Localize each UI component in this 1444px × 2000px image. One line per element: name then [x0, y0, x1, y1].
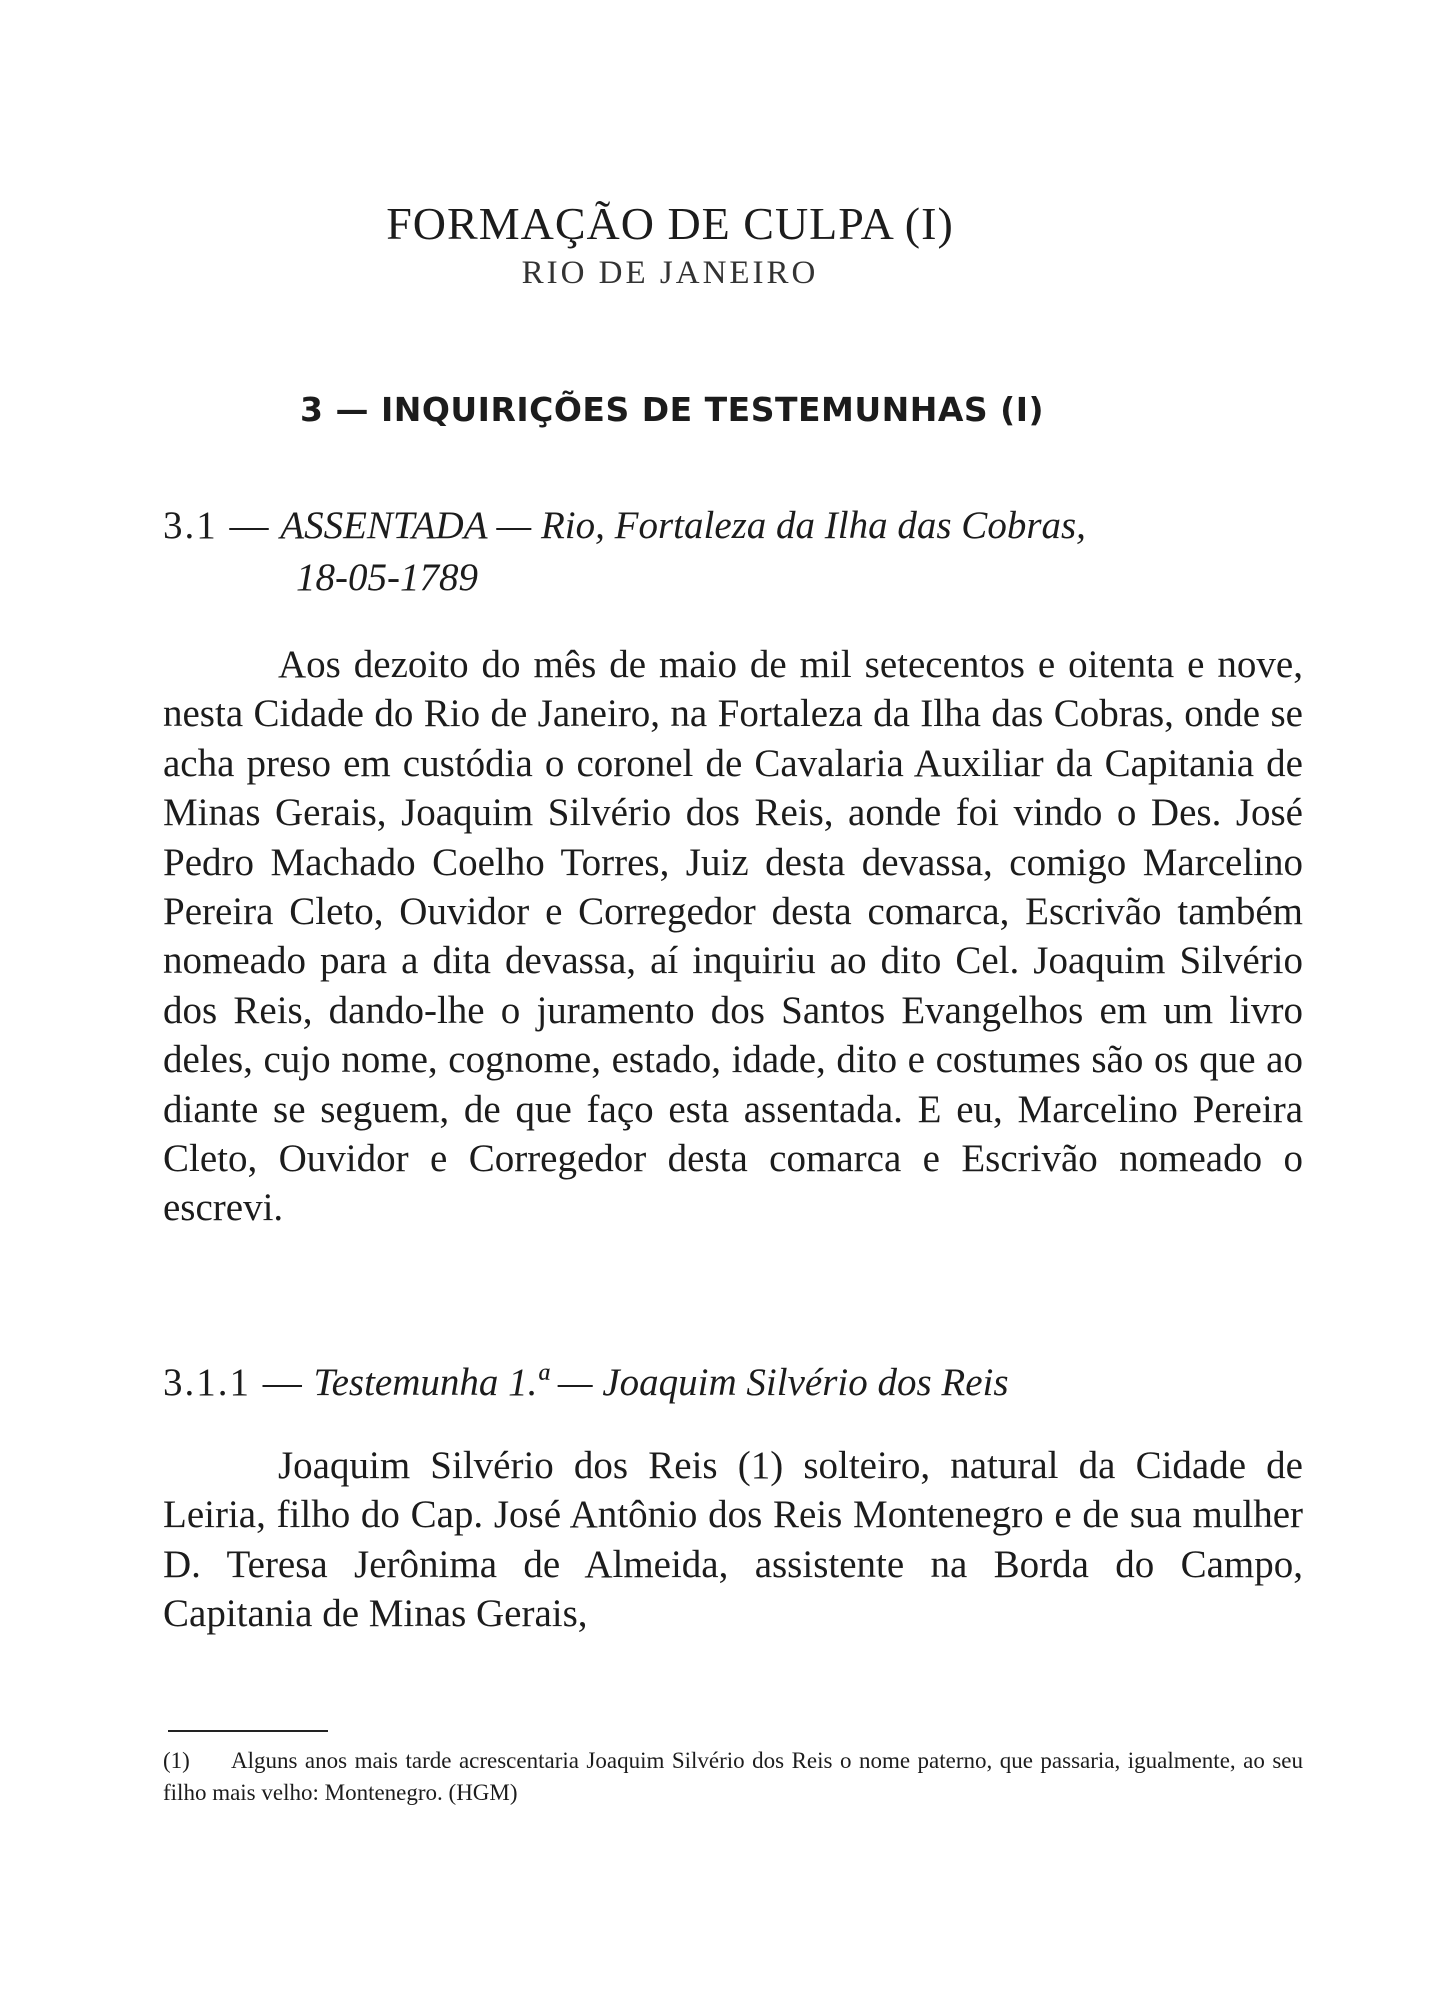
section-heading: [163, 500, 1303, 604]
section-date: 18-05-1789: [296, 556, 478, 599]
section-number: 3.1 —: [163, 504, 271, 547]
subsection-title: Testemunha 1.ª — Joaquim Silvério dos Reis: [313, 1361, 1009, 1404]
body-paragraph-1: Aos dezoito do mês de maio de mil setecentos e oitenta e nove, nesta Cidade do Rio de Janeiro, na Fortaleza da Ilha das Cobras, onde se acha preso em custódia o coronel de Cavalaria Auxiliar da Capitania de Minas Gerais, Joaquim Silvério dos Reis, aonde foi vindo o Des. José Pedro Machado Coelho Torres, Juiz desta devassa, comigo Marcelino Pereira Cleto, Ouvidor e Corregedor desta comarca, Escrivão também nomeado para a dita devassa, aí inquiriu ao dito Cel. Joaquim Silvério dos Reis, dando-lhe o juramento dos Santos Evangelhos em um livro deles, cujo nome, cognome, estado, idade, dito e costumes são os que ao diante se seguem, de que faço esta assentada. E eu, Marcelino Pereira Cleto, Ouvidor e Corregedor desta comarca e Escrivão nomeado o escrevi.: [163, 643, 1303, 1230]
page-title: FORMAÇÃO DE CULPA (I): [386, 198, 954, 249]
footnote-text: Alguns anos mais tarde acrescentaria Joaquim Silvério dos Reis o nome paterno, que passaria, igualmente, ao seu filho mais velho: Montenegro. (HGM): [163, 1748, 1303, 1805]
footnote: [163, 1745, 1303, 1809]
subsection-heading: [163, 1357, 1303, 1409]
chapter-heading: 3 — INQUIRIÇÕES DE TESTEMUNHAS (I): [300, 390, 1045, 429]
body-paragraph-2: Joaquim Silvério dos Reis (1) solteiro, natural da Cidade de Leiria, filho do Cap. José Antônio dos Reis Montenegro e de sua mulher D. Teresa Jerônima de Almeida, assistente na Borda do Campo, Capitania de Minas Gerais,: [163, 1444, 1303, 1636]
section-title: ASSENTADA — Rio, Fortaleza da Ilha das Cobras,: [280, 504, 1086, 547]
footnote-divider: [168, 1730, 328, 1732]
footnote-mark: (1): [163, 1748, 190, 1773]
subsection-number: 3.1.1 —: [163, 1361, 304, 1404]
page-subtitle: RIO DE JANEIRO: [521, 255, 819, 291]
